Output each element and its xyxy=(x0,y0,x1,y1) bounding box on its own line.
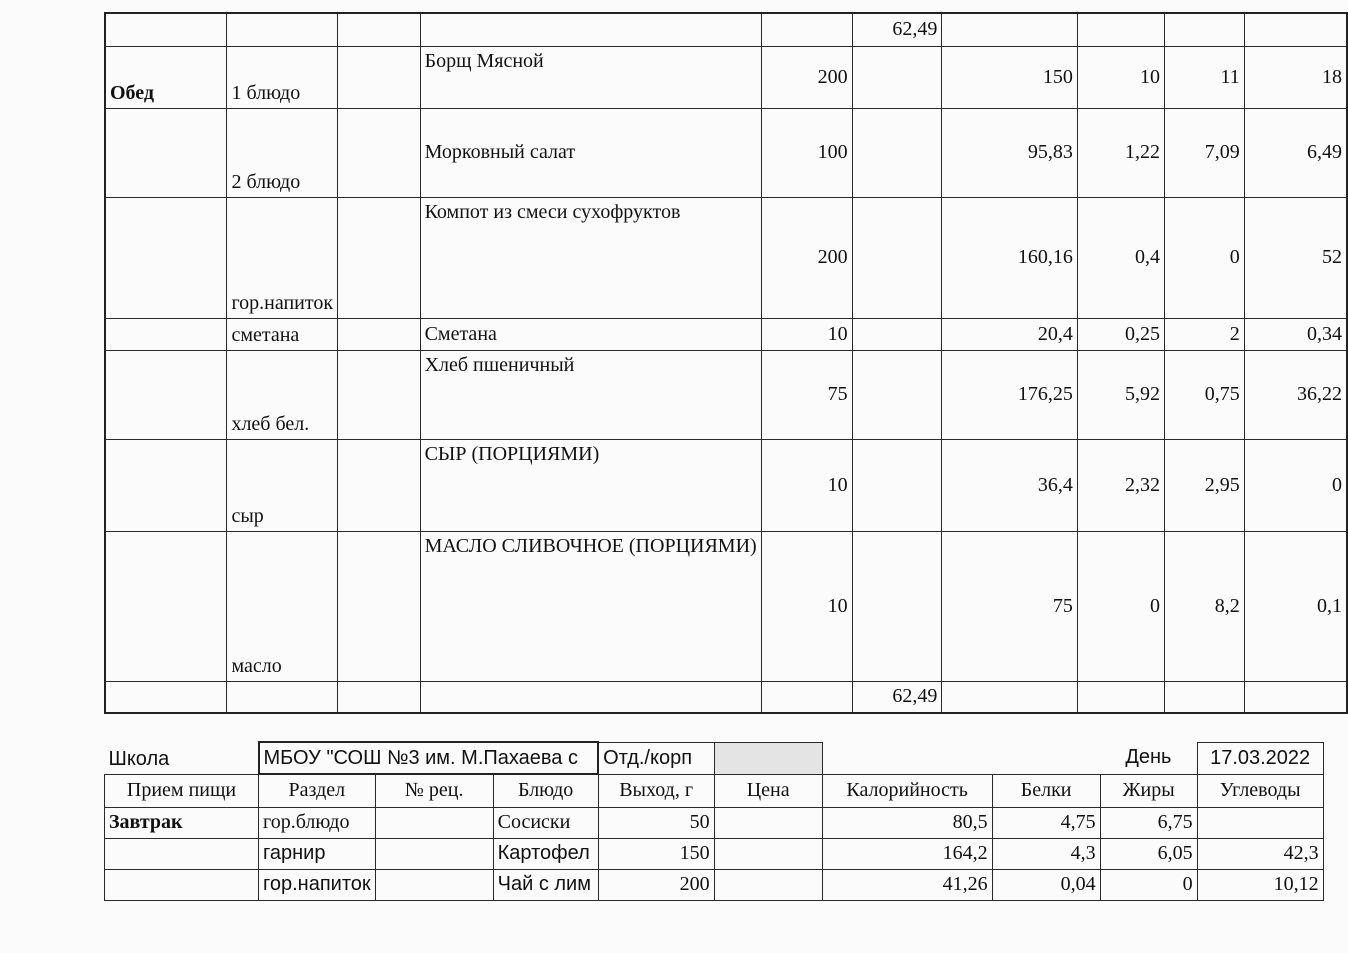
cell xyxy=(338,681,421,713)
dish-cell: Морковный салат xyxy=(420,108,761,197)
column-header: Цена xyxy=(714,774,822,807)
kcal-cell: 80,5 xyxy=(822,807,992,838)
fat-cell: 0 xyxy=(1164,197,1244,318)
yield-cell: 50 xyxy=(598,807,714,838)
protein-cell: 2,32 xyxy=(1077,439,1164,531)
recipe-cell xyxy=(338,108,421,197)
carbs-cell: 42,3 xyxy=(1197,838,1323,869)
school-info-row xyxy=(105,742,1324,774)
table-row xyxy=(105,531,1347,681)
cell xyxy=(1077,681,1164,713)
carbs-cell: 0,1 xyxy=(1244,531,1347,681)
fat-cell: 2,95 xyxy=(1164,439,1244,531)
section-cell: гарнир xyxy=(259,838,376,869)
recipe-cell xyxy=(338,350,421,439)
table-row xyxy=(105,807,1324,838)
carbs-cell: 0,34 xyxy=(1244,318,1347,350)
carbs-cell: 10,12 xyxy=(1197,869,1323,900)
cell xyxy=(1164,13,1244,46)
recipe-cell xyxy=(338,439,421,531)
bottom-total-cell: 62,49 xyxy=(852,681,942,713)
table-row xyxy=(105,318,1347,350)
dish-cell: Хлеб пшеничный xyxy=(420,350,761,439)
carbs-cell: 0 xyxy=(1244,439,1347,531)
yield-cell: 150 xyxy=(598,838,714,869)
dept-label: Отд./корп xyxy=(598,742,714,774)
cell xyxy=(227,681,338,713)
section-cell: 1 блюдо xyxy=(227,46,338,108)
breakfast-menu-table xyxy=(104,741,1324,901)
dish-cell: Борщ Мясной xyxy=(420,46,761,108)
column-header: Белки xyxy=(992,774,1100,807)
price-cell xyxy=(852,439,942,531)
price-cell xyxy=(852,350,942,439)
section-cell: 2 блюдо xyxy=(227,108,338,197)
recipe-cell xyxy=(338,197,421,318)
section-cell: сыр xyxy=(227,439,338,531)
section-cell: гор.напиток xyxy=(259,869,376,900)
fat-cell: 6,75 xyxy=(1100,807,1197,838)
cell xyxy=(227,13,338,46)
column-header: Прием пищи xyxy=(105,774,259,807)
protein-cell: 0,04 xyxy=(992,869,1100,900)
kcal-cell: 41,26 xyxy=(822,869,992,900)
price-cell xyxy=(852,197,942,318)
price-cell xyxy=(852,46,942,108)
fat-cell: 6,05 xyxy=(1100,838,1197,869)
table-row xyxy=(105,197,1347,318)
cell xyxy=(822,742,992,774)
recipe-cell xyxy=(375,807,493,838)
meal-cell xyxy=(105,197,227,318)
dish-cell: Чай с лим xyxy=(493,869,598,900)
yield-cell: 10 xyxy=(761,439,852,531)
protein-cell: 0 xyxy=(1077,531,1164,681)
column-header: Калорийность xyxy=(822,774,992,807)
yield-cell: 10 xyxy=(761,318,852,350)
price-cell xyxy=(852,318,942,350)
dish-cell: Компот из смеси сухофруктов xyxy=(420,197,761,318)
yield-cell: 100 xyxy=(761,108,852,197)
price-cell xyxy=(852,108,942,197)
cell xyxy=(338,13,421,46)
meal-cell xyxy=(105,108,227,197)
recipe-cell xyxy=(338,46,421,108)
price-cell xyxy=(714,869,822,900)
day-label: День xyxy=(1100,742,1197,774)
kcal-cell: 164,2 xyxy=(822,838,992,869)
protein-cell: 5,92 xyxy=(1077,350,1164,439)
kcal-cell: 160,16 xyxy=(942,197,1077,318)
table-row xyxy=(105,869,1324,900)
cell xyxy=(1244,13,1347,46)
meal-cell xyxy=(105,869,259,900)
carbs-cell: 36,22 xyxy=(1244,350,1347,439)
dish-cell: Картофел xyxy=(493,838,598,869)
carbs-cell: 52 xyxy=(1244,197,1347,318)
protein-cell: 0,25 xyxy=(1077,318,1164,350)
cell xyxy=(420,681,761,713)
table-row xyxy=(105,108,1347,197)
carbs-cell: 18 xyxy=(1244,46,1347,108)
date-cell: 17.03.2022 xyxy=(1197,742,1323,774)
cell xyxy=(420,13,761,46)
table-row xyxy=(105,838,1324,869)
recipe-cell xyxy=(338,531,421,681)
yield-cell: 200 xyxy=(761,46,852,108)
carbs-cell xyxy=(1197,807,1323,838)
dish-cell: Сосиски xyxy=(493,807,598,838)
kcal-cell: 176,25 xyxy=(942,350,1077,439)
meal-cell xyxy=(105,318,227,350)
section-cell: гор.блюдо xyxy=(259,807,376,838)
table-row xyxy=(105,13,1347,46)
fat-cell: 7,09 xyxy=(1164,108,1244,197)
meal-cell xyxy=(105,838,259,869)
cell xyxy=(105,13,227,46)
fat-cell: 0 xyxy=(1100,869,1197,900)
recipe-cell xyxy=(375,869,493,900)
meal-cell xyxy=(105,531,227,681)
fat-cell: 0,75 xyxy=(1164,350,1244,439)
protein-cell: 4,75 xyxy=(992,807,1100,838)
section-cell: масло xyxy=(227,531,338,681)
section-cell: хлеб бел. xyxy=(227,350,338,439)
fat-cell: 11 xyxy=(1164,46,1244,108)
yield-cell: 200 xyxy=(761,197,852,318)
cell xyxy=(761,13,852,46)
cell xyxy=(105,681,227,713)
column-header: Углеводы xyxy=(1197,774,1323,807)
yield-cell: 200 xyxy=(598,869,714,900)
school-name-cell: МБОУ "СОШ №3 им. М.Пахаева с xyxy=(259,742,599,774)
dept-value-cell xyxy=(714,742,822,774)
cell xyxy=(761,681,852,713)
cell xyxy=(942,681,1077,713)
column-header: Раздел xyxy=(259,774,376,807)
cell xyxy=(942,13,1077,46)
carbs-cell: 6,49 xyxy=(1244,108,1347,197)
protein-cell: 4,3 xyxy=(992,838,1100,869)
meal-cell: Завтрак xyxy=(105,807,259,838)
price-cell xyxy=(714,838,822,869)
lunch-menu-table xyxy=(104,12,1348,714)
recipe-cell xyxy=(375,838,493,869)
protein-cell: 0,4 xyxy=(1077,197,1164,318)
kcal-cell: 150 xyxy=(942,46,1077,108)
section-cell: гор.напиток xyxy=(227,197,338,318)
cell xyxy=(1244,681,1347,713)
column-header: Блюдо xyxy=(493,774,598,807)
yield-cell: 10 xyxy=(761,531,852,681)
meal-cell xyxy=(105,350,227,439)
price-cell xyxy=(714,807,822,838)
column-header: Выход, г xyxy=(598,774,714,807)
dish-cell: СЫР (ПОРЦИЯМИ) xyxy=(420,439,761,531)
protein-cell: 1,22 xyxy=(1077,108,1164,197)
meal-cell: Обед xyxy=(105,46,227,108)
school-label: Школа xyxy=(105,742,259,774)
table-row xyxy=(105,350,1347,439)
table-row xyxy=(105,439,1347,531)
meal-cell xyxy=(105,439,227,531)
header-row xyxy=(105,774,1324,807)
price-cell xyxy=(852,531,942,681)
kcal-cell: 95,83 xyxy=(942,108,1077,197)
dish-cell: МАСЛО СЛИВОЧНОЕ (ПОРЦИЯМИ) xyxy=(420,531,761,681)
yield-cell: 75 xyxy=(761,350,852,439)
section-cell: сметана xyxy=(227,318,338,350)
cell xyxy=(992,742,1100,774)
column-header: Жиры xyxy=(1100,774,1197,807)
dish-cell: Сметана xyxy=(420,318,761,350)
cell xyxy=(1164,681,1244,713)
fat-cell: 2 xyxy=(1164,318,1244,350)
cell xyxy=(1077,13,1164,46)
recipe-cell xyxy=(338,318,421,350)
kcal-cell: 36,4 xyxy=(942,439,1077,531)
fat-cell: 8,2 xyxy=(1164,531,1244,681)
protein-cell: 10 xyxy=(1077,46,1164,108)
table-row xyxy=(105,681,1347,713)
column-header: № рец. xyxy=(375,774,493,807)
top-total-cell: 62,49 xyxy=(852,13,942,46)
table-row xyxy=(105,46,1347,108)
kcal-cell: 20,4 xyxy=(942,318,1077,350)
kcal-cell: 75 xyxy=(942,531,1077,681)
